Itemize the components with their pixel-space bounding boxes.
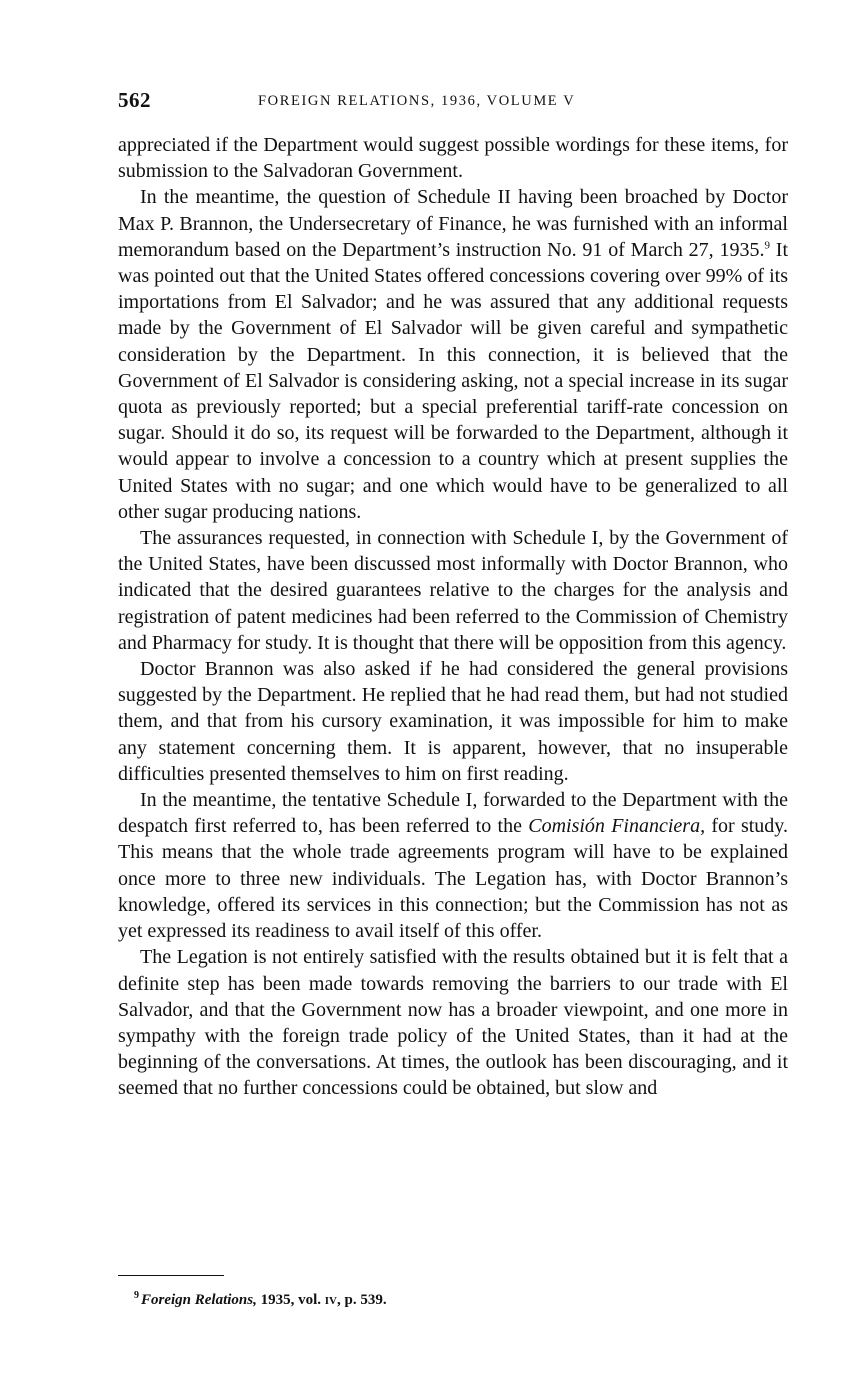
paragraph-5 bbox=[118, 787, 788, 944]
paragraph-1 bbox=[118, 132, 788, 184]
paragraph-3-text: The assurances requested, in connection with Schedule I, by the Government of the United States, have been discussed most informally with Doctor Brannon, who indicated that the desired guarantees relative to the charges for the analysis and registration of patent medicines had been referred to the Commission of Chemistry and Pharmacy for study. It is thought that there will be opposition from this agency. bbox=[118, 527, 788, 654]
footnote bbox=[134, 1292, 387, 1309]
footnote-rule bbox=[118, 1275, 224, 1276]
footnote-title: Foreign Relations, bbox=[141, 1292, 257, 1308]
paragraph-4-text: Doctor Brannon was also asked if he had considered the general provisions suggested by the Department. He replied that he had read them, but had not studied them, and that from his cursory examination, it was impossible for him to make any statement concerning them. It is apparent, however, that no insuperable difficulties presented themselves to him on first reading. bbox=[118, 658, 788, 785]
body-text bbox=[118, 132, 788, 1102]
running-head: FOREIGN RELATIONS, 1936, VOLUME V bbox=[258, 93, 576, 109]
footnote-volume: iv bbox=[324, 1292, 338, 1308]
paragraph-5-text-a: In the meantime, the tentative Schedule I, forwarded to the Department with the despatch first referred to, has been referred to the bbox=[118, 789, 788, 838]
footnote-year: 1935, vol. bbox=[256, 1292, 325, 1308]
footnote-reference: 9 bbox=[764, 239, 770, 252]
paragraph-2-text-b: It was pointed out that the United States offered concessions covering over 99% of its importations from El Salvador; and he was assured that any additional requests made by the Government of El Salvador will be given careful and sympathetic consideration by the Department. In this connection, it is believed that the Government of El Salvador is considering asking, not a special increase in its sugar quota as previously reported; but a special preferential tariff-rate concession on sugar. Should it do so, its request will be forwarded to the Department, although it would appear to involve a concession to a country which at present supplies the United States with no sugar; and one which would have to be generalized to all other sugar producing nations. bbox=[118, 238, 789, 523]
paragraph-5-text-b: for study. This means that the whole trade agreements program will have to be explained once more to three new individuals. The Legation has, with Doctor Brannon’s knowledge, offered its services in this connection; but the Commission has not as yet expressed its readiness to avail itself of this offer. bbox=[118, 815, 788, 943]
paragraph-3 bbox=[118, 525, 788, 656]
footnote-mark: 9 bbox=[134, 1290, 139, 1301]
paragraph-6-text: The Legation is not entirely satisfied with the results obtained but it is felt that a definite step has been made towards removing the barriers to our trade with El Salvador, and that the Government now has a broader viewpoint, and one more in sympathy with the foreign trade policy of the United States, than it had at the beginning of the conversations. At times, the outlook has been discouraging, and it seemed that no further concessions could be obtained, but slow and bbox=[118, 946, 788, 1100]
paragraph-6 bbox=[118, 944, 788, 1101]
paragraph-4 bbox=[118, 656, 788, 787]
footnote-page: , p. 539. bbox=[337, 1292, 387, 1308]
paragraph-2-text-a: In the meantime, the question of Schedule II having been broached by Doctor Max P. Brannon, the Undersecretary of Finance, he was furnished with an informal memorandum based on the Department’s instruction No. 91 of March 27, 1935. bbox=[118, 186, 788, 261]
document-page bbox=[118, 88, 788, 1102]
page-header bbox=[118, 88, 788, 122]
paragraph-5-italic: Comisión Financiera, bbox=[528, 815, 706, 838]
page-number: 562 bbox=[118, 88, 151, 112]
paragraph-2 bbox=[118, 184, 788, 525]
paragraph-1-text: appreciated if the Department would suggest possible wordings for these items, for submission to the Salvadoran Government. bbox=[118, 134, 788, 183]
